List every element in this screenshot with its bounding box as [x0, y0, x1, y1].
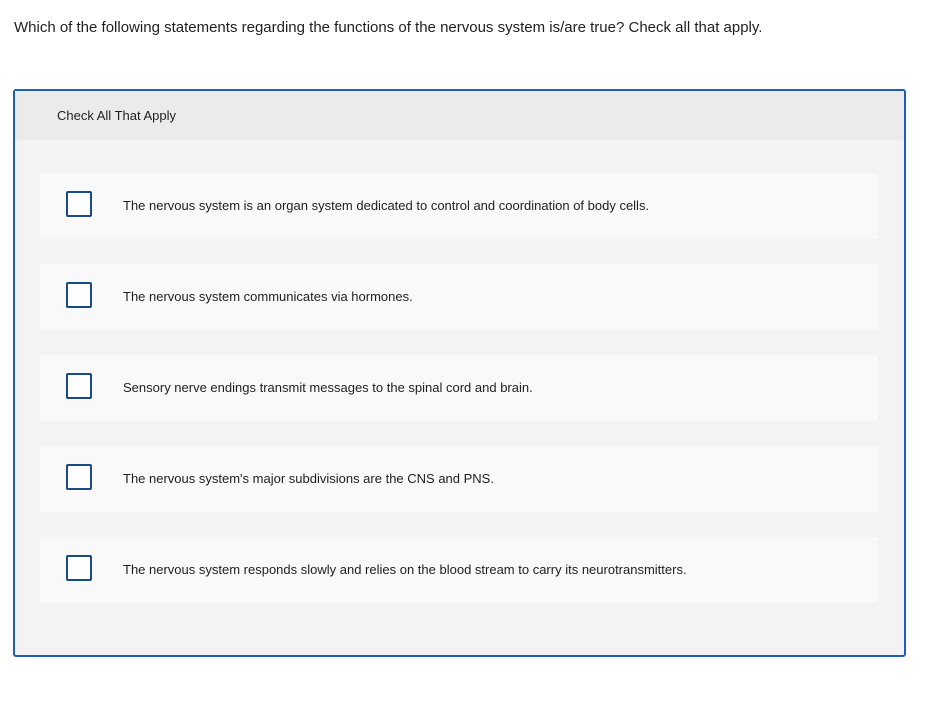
option-5-label: The nervous system responds slowly and relies on the blood stream to carry its neurotransmitters.: [123, 562, 687, 577]
option-2[interactable]: [40, 264, 878, 330]
option-3-label: Sensory nerve endings transmit messages to the spinal cord and brain.: [123, 380, 533, 395]
option-4[interactable]: [40, 446, 878, 512]
option-4-checkbox[interactable]: [66, 464, 92, 490]
options-list: [40, 173, 878, 628]
option-2-label: The nervous system communicates via hormones.: [123, 289, 413, 304]
question-text: Which of the following statements regarding the functions of the nervous system is/are true? Check all that apply.: [14, 19, 763, 36]
option-3-checkbox[interactable]: [66, 373, 92, 399]
panel-header-label: Check All That Apply: [57, 108, 176, 123]
option-1-checkbox[interactable]: [66, 191, 92, 217]
option-3[interactable]: [40, 355, 878, 421]
option-2-checkbox[interactable]: [66, 282, 92, 308]
option-5[interactable]: [40, 537, 878, 603]
panel-header: [15, 91, 904, 140]
option-1-label: The nervous system is an organ system dedicated to control and coordination of body cells.: [123, 198, 650, 213]
option-1[interactable]: [40, 173, 878, 239]
check-all-panel: [13, 89, 906, 657]
option-4-label: The nervous system's major subdivisions are the CNS and PNS.: [123, 471, 494, 486]
option-5-checkbox[interactable]: [66, 555, 92, 581]
